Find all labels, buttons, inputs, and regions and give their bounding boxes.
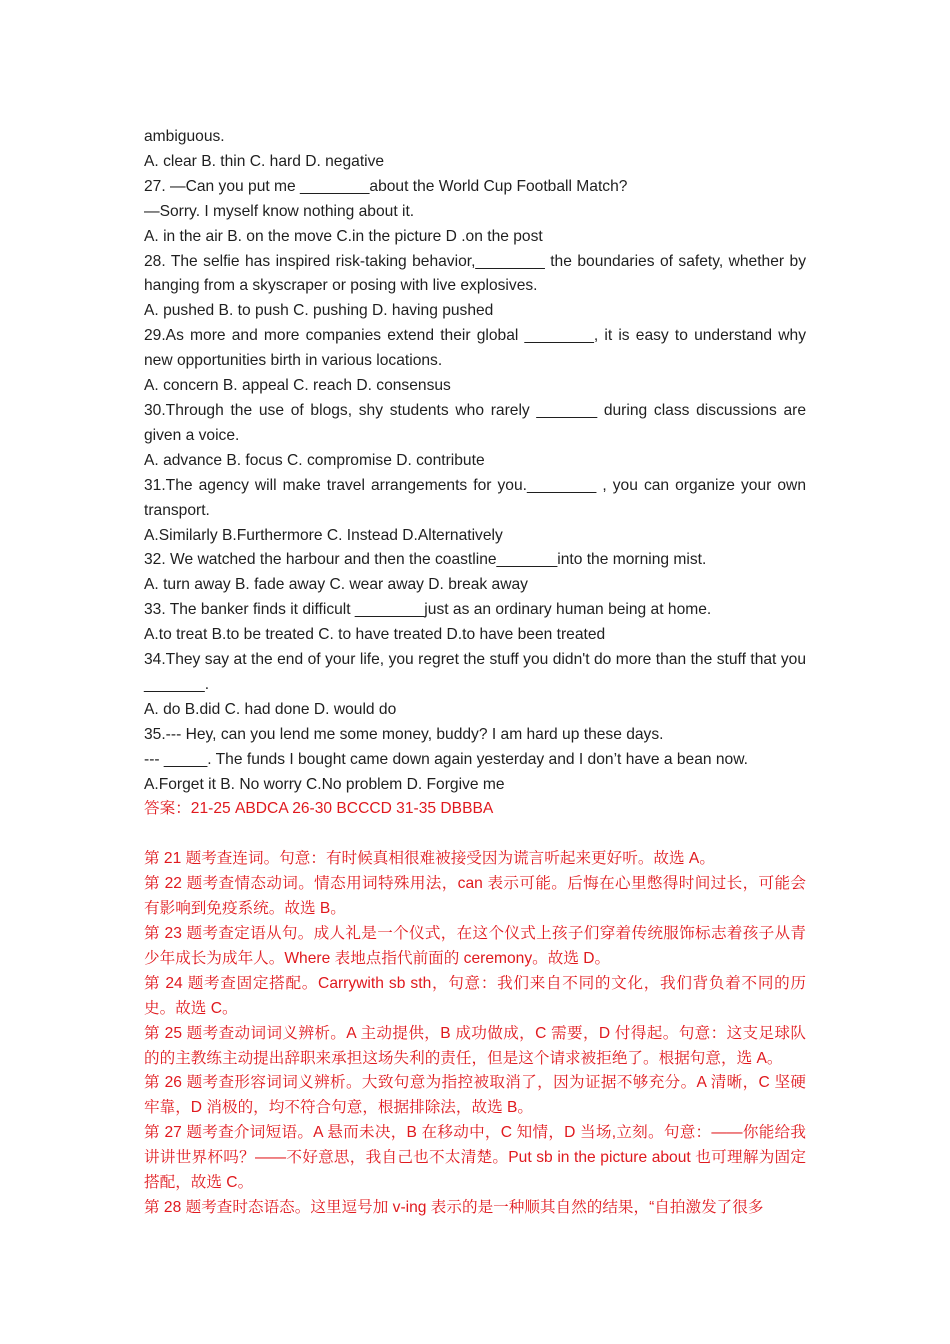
blank-line	[144, 822, 806, 847]
question-paragraph: 31.The agency will make travel arrangements for you.________ , you can organize your own transport.	[144, 476, 806, 519]
explanation-paragraph: 第 24 题考查固定搭配。Carrywith sb sth，句意：我们来自不同的文化，我们背负着不同的历史。故选 C。	[144, 974, 806, 1017]
text-line: ambiguous.	[144, 128, 225, 145]
explanation-paragraph: 第 26 题考查形容词词义辨析。大致句意为指控被取消了，因为证据不够充分。A 清晰，C 坚硬牢靠，D 消极的，均不符合句意，根据排除法，故选 B。	[144, 1074, 806, 1117]
text-line: 35.--- Hey, can you lend me some money, buddy? I am hard up these days.	[144, 725, 664, 743]
explanation-block	[144, 847, 806, 1221]
explanation-paragraph: 第 22 题考查情态动词。情态用词特殊用法，can 表示可能。后悔在心里憋得时间过长，可能会有影响到免疫系统。故选 B。	[144, 875, 806, 918]
question-paragraph: 28. The selfie has inspired risk-taking behavior,________ the boundaries of safety, whether by hanging from a skyscraper or posing with live explosives.	[144, 252, 806, 295]
text-line: 33. The banker finds it difficult ________just as an ordinary human being at home.	[144, 601, 712, 619]
text-line: A. in the air B. on the move C.in the picture D .on the post	[144, 227, 543, 245]
question-paragraph: 30.Through the use of blogs, shy students who rarely _______ during class discussions are given a voice.	[144, 401, 806, 444]
text-line: A. clear B. thin C. hard D. negative	[144, 152, 385, 170]
text-line: —Sorry. I myself know nothing about it.	[144, 202, 415, 220]
question-block	[144, 125, 806, 797]
question-paragraph: 34.They say at the end of your life, you regret the stuff you didn't do more than the stuff that you _______.	[144, 651, 806, 693]
text-line: A. pushed B. to push C. pushing D. having pushed	[144, 302, 494, 320]
explanation-paragraph: 第 23 题考查定语从句。成人礼是一个仪式，在这个仪式上孩子们穿着传统服饰标志着孩子从青少年成长为成年人。Where 表地点指代前面的 ceremony。故选 D。	[144, 924, 806, 967]
text-line: A. turn away B. fade away C. wear away D. break away	[144, 576, 528, 594]
text-line: A.to treat B.to be treated C. to have treated D.to have been treated	[144, 626, 606, 644]
text-line: 27. —Can you put me ________about the World Cup Football Match?	[144, 177, 628, 195]
text-line: A.Similarly B.Furthermore C. Instead D.Alternatively	[144, 526, 503, 544]
text-line: --- _____. The funds I bought came down again yesterday and I don’t have a bean now.	[144, 750, 748, 768]
text-line: A.Forget it B. No worry C.No problem D. Forgive me	[144, 775, 505, 793]
explanation-paragraph: 第 28 题考查时态语态。这里逗号加 v-ing 表示的是一种顺其自然的结果，“自拍激发了很多	[144, 1198, 764, 1216]
explanation-paragraph: 第 27 题考查介词短语。A 悬而未决，B 在移动中，C 知情，D 当场,立刻。句意：——你能给我讲讲世界杯吗？——不好意思，我自己也不太清楚。Put sb in the picture about 也可理解为固定搭配，故选 C。	[144, 1124, 806, 1192]
text-line: A. do B.did C. had done D. would do	[144, 700, 397, 718]
answer-key: 答案：21-25 ABDCA 26-30 BCCCD 31-35 DBBBA	[144, 800, 494, 818]
text-line: A. advance B. focus C. compromise D. contribute	[144, 451, 485, 469]
question-paragraph: 29.As more and more companies extend their global ________, it is easy to understand why new opportunities birth in various locations.	[144, 327, 806, 370]
text-line: A. concern B. appeal C. reach D. consensus	[144, 377, 451, 395]
text-line: 32. We watched the harbour and then the coastline_______into the morning mist.	[144, 551, 707, 569]
explanation-paragraph: 第 25 题考查动词词义辨析。A 主动提供，B 成功做成，C 需要，D 付得起。句意：这支足球队的的主教练主动提出辞职来承担这场失利的责任，但是这个请求被拒绝了。根据句意，选 A。	[144, 1024, 806, 1067]
explanation-paragraph: 第 21 题考查连词。句意：有时候真相很难被接受因为谎言听起来更好听。故选 A。	[144, 850, 715, 868]
